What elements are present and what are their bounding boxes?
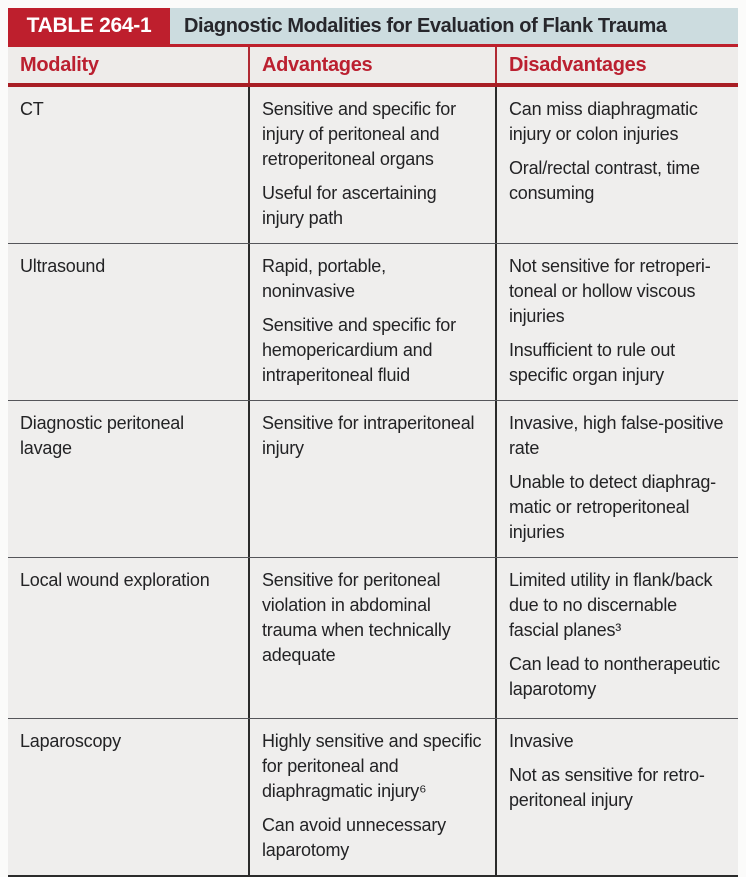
table-row-local-wound-exploration [8, 558, 738, 719]
disadvantages-cell [495, 244, 738, 400]
modality-text: CT [20, 99, 44, 119]
disadvantage-text: Oral/rectal contrast, time consuming [509, 158, 700, 203]
modality-cell [8, 244, 248, 400]
column-header-disadvantages: Disadvantages [495, 47, 738, 83]
disadvantage-text: Can lead to nontherapeutic laparotomy [509, 654, 720, 699]
disadvantage-text: Invasive, high false-positive rate [509, 413, 724, 458]
table-row-diagnostic-peritoneal-lavage [8, 401, 738, 558]
disadvantage-text: Limited utility in flank/back due to no discernable fascial planes³ [509, 570, 713, 640]
modality-text: Ultrasound [20, 256, 106, 276]
disadvantage-text: Invasive [509, 731, 574, 751]
table-row-laparoscopy [8, 719, 738, 877]
table-row-ct [8, 87, 738, 244]
modality-cell [8, 558, 248, 718]
table-number-badge: TABLE 264-1 [8, 8, 170, 44]
advantages-cell [248, 558, 495, 718]
modality-cell [8, 87, 248, 243]
advantage-text: Sensitive and specific for hemopericardium and intraperitoneal fluid [262, 315, 456, 385]
advantage-text: Useful for ascertaining injury path [262, 183, 437, 228]
advantage-text: Sensitive for intraperitoneal injury [262, 413, 475, 458]
disadvantage-text: Can miss diaphragmatic injury or colon injuries [509, 99, 698, 144]
column-header-row [8, 47, 738, 87]
advantage-text: Highly sensitive and specific for peritoneal and diaphragmatic injury⁶ [262, 731, 482, 801]
table-row-ultrasound [8, 244, 738, 401]
diagnostic-modalities-table [8, 8, 738, 877]
table-title-band [8, 8, 738, 47]
advantages-cell [248, 87, 495, 243]
column-header-advantages: Advantages [248, 47, 495, 83]
advantages-cell [248, 719, 495, 875]
disadvantages-cell [495, 719, 738, 875]
disadvantage-text: Not sensitive for retroperitoneal or hollow viscous injuries [509, 256, 711, 326]
advantage-text: Sensitive for peritoneal violation in abdominal trauma when technically adequate [262, 570, 451, 665]
advantages-cell [248, 244, 495, 400]
column-header-modality: Modality [20, 54, 99, 76]
modality-cell [8, 719, 248, 875]
disadvantage-text: Not as sensitive for retroperitoneal injury [509, 765, 705, 810]
advantage-text: Sensitive and specific for injury of peritoneal and retroperitoneal organs [262, 99, 456, 169]
disadvantages-cell [495, 558, 738, 718]
disadvantages-cell [495, 401, 738, 557]
advantage-text: Rapid, portable, noninvasive [262, 256, 386, 301]
modality-text: Local wound exploration [20, 570, 210, 590]
modality-cell [8, 401, 248, 557]
modality-text: Diagnostic peritoneal lavage [20, 413, 184, 458]
advantage-text: Can avoid unnecessary laparotomy [262, 815, 446, 860]
modality-text: Laparoscopy [20, 731, 121, 751]
disadvantage-text: Insufficient to rule out specific organ injury [509, 340, 675, 385]
disadvantage-text: Unable to detect diaphragmatic or retroperitoneal injuries [509, 472, 717, 542]
table-title: Diagnostic Modalities for Evaluation of Flank Trauma [170, 8, 738, 44]
advantages-cell [248, 401, 495, 557]
disadvantages-cell [495, 87, 738, 243]
